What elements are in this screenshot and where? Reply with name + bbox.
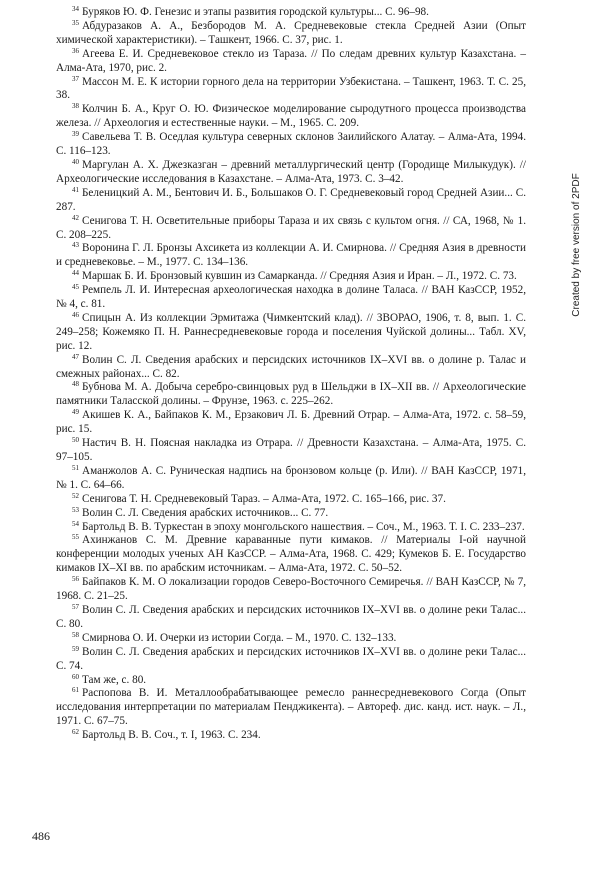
footnote-number: 37 <box>72 74 79 83</box>
footnote <box>56 632 526 646</box>
footnotes-list <box>56 6 526 743</box>
footnote <box>56 284 526 312</box>
page-number: 486 <box>32 829 50 843</box>
footnote-number: 50 <box>72 436 79 445</box>
footnote-text: Волин С. Л. Сведения арабских и персидских источников IX–XVI вв. о долине реки Талас... С. 80. <box>56 603 526 630</box>
footnote <box>56 103 526 131</box>
footnote-text: Сенигова Т. Н. Средневековый Тараз. – Алма-Ата, 1972. С. 165–166, рис. 37. <box>82 492 446 505</box>
footnote-text: Маргулан А. Х. Джезказган – древний металлургический центр (Городище Милыкудук). // Археологические исследования в Казахстане. – Алма-Ата, 1973. С. 3–42. <box>56 158 526 185</box>
footnote-number: 34 <box>72 5 79 13</box>
footnote <box>56 312 526 354</box>
footnote <box>56 465 526 493</box>
footnote-text: Ахинжанов С. М. Древние караванные пути кимаков. // Материалы I-ой научной конференции молодых ученых АН КазССР. – Алма-Ата, 1968. С. 429; Кумеков Б. Е. Государство кимаков IX–XI вв. по арабским источникам. – Алма-Ата, 1972. С. 50–52. <box>56 534 526 575</box>
footnote-number: 52 <box>72 491 79 500</box>
footnote-number: 54 <box>72 519 79 528</box>
footnote-text: Бартольд В. В. Соч., т. I, 1963. С. 234. <box>82 729 261 742</box>
footnote <box>56 729 526 743</box>
footnote <box>56 437 526 465</box>
footnote <box>56 354 526 382</box>
footnote <box>56 48 526 76</box>
footnote <box>56 381 526 409</box>
footnote <box>56 507 526 521</box>
footnote-number: 47 <box>72 352 79 361</box>
footnote-number: 41 <box>72 185 79 194</box>
footnote-text: Байпаков К. М. О локализации городов Северо-Восточного Семиречья. // ВАН КазССР, № 7, 1968. С. 21–25. <box>56 576 526 603</box>
footnote <box>56 215 526 243</box>
footnote-text: Спицын А. Из коллекции Эрмитажа (Чимкентский клад). // ЗВОРАО, 1906, т. 8, вып. 1. С. 249–258; Кожемяко П. Н. Раннесредневековые города и поселения Чуйской долины... Табл. XV, рис. 12. <box>56 311 526 352</box>
footnote-number: 53 <box>72 505 79 514</box>
footnote <box>56 76 526 104</box>
footnote-text: Колчин Б. А., Круг О. Ю. Физическое моделирование сыродутного процесса производства железа. // Археология и естественные науки. – М., 1965. С. 209. <box>56 103 526 130</box>
footnote-text: Волин С. Л. Сведения арабских и персидских источников IX–XVI вв. о долине реки Талас... С. 74. <box>56 645 526 672</box>
footnote-number: 62 <box>72 728 79 737</box>
footnote <box>56 6 526 20</box>
footnote-number: 58 <box>72 630 79 639</box>
footnote <box>56 159 526 187</box>
footnote <box>56 687 526 729</box>
footnote-text: Массон М. Е. К истории горного дела на территории Узбекистана. – Ташкент, 1963. Т. С. 25, 38. <box>56 75 526 102</box>
footnote <box>56 409 526 437</box>
footnote <box>56 604 526 632</box>
footnote-text: Абдуразаков А. А., Безбородов М. А. Средневековые стекла Средней Азии (Опыт химической характеристики). – Ташкент, 1966. С. 37, рис. 1. <box>56 19 526 46</box>
footnote-number: 55 <box>72 533 79 542</box>
footnote-text: Беленицкий А. М., Бентович И. Б., Большаков О. Г. Средневековый город Средней Азии... С. 287. <box>56 186 526 213</box>
footnote-text: Маршак Б. И. Бронзовый кувшин из Самарканда. // Средняя Азия и Иран. – Л., 1972. С. 73. <box>82 270 517 283</box>
footnote-text: Настич В. Н. Поясная накладка из Отрара. // Древности Казахстана. – Алма-Ата, 1975. С. 97–105. <box>56 437 526 463</box>
footnote-number: 45 <box>72 283 79 292</box>
footnote <box>56 131 526 159</box>
footnote-number: 35 <box>72 18 79 27</box>
footnote-number: 40 <box>72 157 79 166</box>
footnote <box>56 674 526 688</box>
footnote-text: Ремпель Л. И. Интересная археологическая находка в долине Таласа. // ВАН КазССР, 1952, № 4, с. 81. <box>56 284 526 311</box>
footnote <box>56 20 526 48</box>
watermark-sidebar: Created by free version of 2PDF <box>571 173 582 317</box>
footnote <box>56 493 526 507</box>
footnote-text: Распопова В. И. Металлообрабатывающее ремесло раннесредневекового Согда (Опыт исследования интерпретации по материалам Пенджикента). – Автореф. дис. канд. ист. наук. – Л., 1971. С. 67–75. <box>56 687 526 728</box>
footnote-text: Сенигова Т. Н. Осветительные приборы Тараза и их связь с культом огня. // СА, 1968, № 1. С. 208–225. <box>56 214 526 241</box>
footnote <box>56 534 526 576</box>
footnote-number: 57 <box>72 602 79 611</box>
footnote-text: Бартольд В. В. Туркестан в эпоху монгольского нашествия. – Соч., М., 1963. Т. I. С. 233–237. <box>82 520 525 533</box>
footnote-number: 39 <box>72 130 79 139</box>
footnote <box>56 521 526 535</box>
footnote-text: Акишев К. А., Байпаков К. М., Ерзакович Л. Б. Древний Отрар. – Алма-Ата, 1972. с. 58–59, рис. 15. <box>56 409 526 436</box>
footnote-number: 59 <box>72 644 79 653</box>
footnote <box>56 576 526 604</box>
footnote <box>56 646 526 674</box>
footnote <box>56 270 526 284</box>
footnote-number: 48 <box>72 380 79 389</box>
footnote-text: Савельева Т. В. Оседлая культура северных склонов Заилийского Алатау. – Алма-Ата, 1994. С. 116–123. <box>56 131 526 158</box>
footnote-text: Там же, с. 80. <box>82 673 147 686</box>
footnote-number: 46 <box>72 310 79 319</box>
footnote-text: Волин С. Л. Сведения арабских источников... С. 77. <box>82 506 329 519</box>
footnote-text: Агеева Е. И. Средневековое стекло из Тараза. // По следам древних культур Казахстана. – Алма-Ата, 1970, рис. 2. <box>56 47 526 74</box>
footnote-number: 44 <box>72 269 79 278</box>
footnote-text: Волин С. Л. Сведения арабских и персидских источников IX–XVI вв. о долине р. Талас и смежных районах... С. 82. <box>56 353 526 380</box>
footnote-number: 60 <box>72 672 79 681</box>
footnote-text: Смирнова О. И. Очерки из истории Согда. – М., 1970. С. 132–133. <box>82 631 397 644</box>
footnote-text: Воронина Г. Л. Бронзы Ахсикета из коллекции А. И. Смирнова. // Средняя Азия в древности и средневековье. – М., 1977. С. 134–136. <box>56 242 526 269</box>
footnote-number: 43 <box>72 241 79 250</box>
footnote-number: 61 <box>72 686 79 695</box>
footnote-number: 56 <box>72 575 79 584</box>
footnote-number: 49 <box>72 408 79 417</box>
footnote-number: 42 <box>72 213 79 222</box>
footnote <box>56 242 526 270</box>
footnote-text: Буряков Ю. Ф. Генезис и этапы развития городской культуры... С. 96–98. <box>82 6 429 18</box>
footnote-text: Аманжолов А. С. Руническая надпись на бронзовом кольце (р. Или). // ВАН КазССР, 1971, № 1. С. 64–66. <box>56 464 526 491</box>
footnote-number: 51 <box>72 463 79 472</box>
footnote-number: 36 <box>72 46 79 55</box>
footnote <box>56 187 526 215</box>
footnote-text: Бубнова М. А. Добыча серебро-свинцовых руд в Шельджи в IX–XII вв. // Археологические памятники Таласской долины. – Фрунзе, 1963. с. 225–262. <box>56 381 526 408</box>
footnote-number: 38 <box>72 102 79 111</box>
